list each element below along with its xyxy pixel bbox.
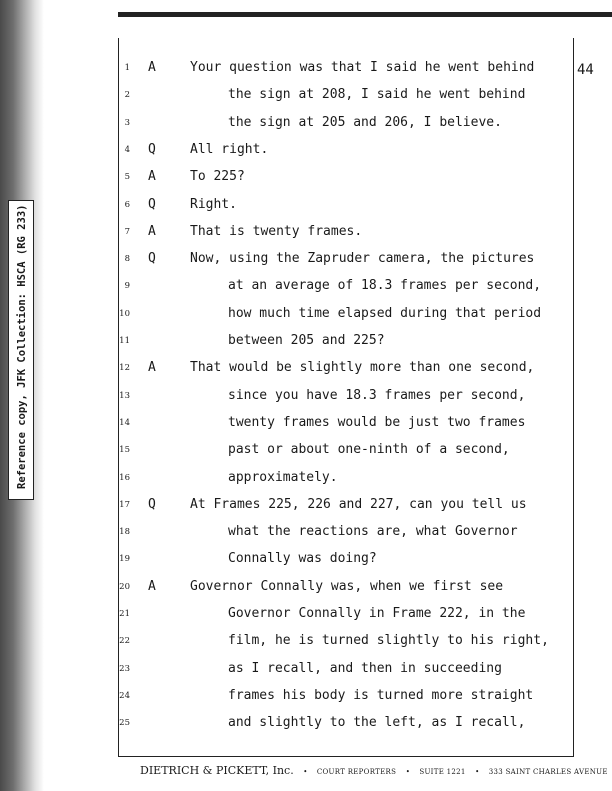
line-number: 23 bbox=[119, 663, 130, 674]
footer-separator: • bbox=[303, 768, 308, 776]
transcript-line bbox=[0, 577, 612, 604]
line-number: 24 bbox=[119, 690, 130, 701]
speaker-label: Q bbox=[148, 196, 156, 212]
speaker-label: A bbox=[148, 223, 156, 239]
footer-suite: SUITE 1221 bbox=[419, 768, 466, 776]
transcript-line bbox=[0, 195, 612, 222]
testimony-text: film, he is turned slightly to his right, bbox=[228, 633, 549, 649]
line-number: 3 bbox=[124, 117, 130, 128]
testimony-text: Your question was that I said he went behind bbox=[190, 60, 535, 75]
transcript-line bbox=[0, 85, 612, 112]
footer-separator: • bbox=[405, 768, 410, 776]
testimony-text: Connally was doing? bbox=[228, 551, 377, 567]
speaker-label: Q bbox=[148, 496, 156, 512]
line-number: 15 bbox=[119, 445, 130, 456]
line-number: 5 bbox=[124, 172, 130, 183]
testimony-text: All right. bbox=[190, 141, 269, 157]
transcript-line bbox=[0, 276, 612, 303]
speaker-label: A bbox=[148, 60, 156, 75]
transcript-line bbox=[0, 304, 612, 331]
speaker-label: A bbox=[148, 578, 156, 594]
reference-stamp: Reference copy, JFK Collection: HSCA (RG 233) bbox=[8, 200, 34, 500]
transcript-line bbox=[0, 495, 612, 522]
top-rule bbox=[118, 12, 612, 17]
testimony-text: between 205 and 225? bbox=[228, 333, 385, 348]
transcript-line bbox=[0, 249, 612, 276]
speaker-label: A bbox=[148, 360, 156, 376]
line-number: 16 bbox=[119, 472, 130, 483]
line-number: 20 bbox=[119, 581, 130, 592]
testimony-text: Right. bbox=[190, 196, 237, 212]
transcript-line bbox=[0, 331, 612, 358]
line-number: 9 bbox=[124, 281, 130, 292]
transcript-line bbox=[0, 468, 612, 495]
line-number: 4 bbox=[124, 144, 130, 155]
line-number: 21 bbox=[119, 609, 130, 619]
transcript-line bbox=[0, 604, 612, 631]
transcript-line bbox=[0, 440, 612, 467]
testimony-text: At Frames 225, 226 and 227, can you tell us bbox=[190, 496, 527, 512]
testimony-text: the sign at 205 and 206, I believe. bbox=[228, 114, 502, 130]
speaker-label: Q bbox=[148, 251, 156, 267]
line-number: 13 bbox=[119, 390, 130, 401]
transcript-line bbox=[0, 113, 612, 140]
transcript-line bbox=[0, 631, 612, 658]
transcript-line bbox=[0, 549, 612, 576]
testimony-text: Governor Connally was, when we first see bbox=[190, 578, 504, 594]
line-number: 17 bbox=[119, 499, 130, 510]
testimony-text: since you have 18.3 frames per second, bbox=[228, 387, 526, 403]
transcript-line bbox=[0, 140, 612, 167]
transcript-line bbox=[0, 58, 612, 85]
line-number: 10 bbox=[119, 308, 130, 319]
footer-company: DIETRICH & PICKETT, Inc. bbox=[140, 764, 294, 777]
transcript-line bbox=[0, 386, 612, 413]
line-number: 2 bbox=[124, 90, 130, 101]
line-number: 18 bbox=[119, 527, 130, 538]
testimony-text: approximately. bbox=[228, 469, 338, 485]
testimony-text: past or about one-ninth of a second, bbox=[228, 442, 510, 458]
line-number: 19 bbox=[119, 554, 130, 565]
line-number: 12 bbox=[119, 363, 130, 374]
transcript-line bbox=[0, 222, 612, 249]
testimony-text: what the reactions are, what Governor bbox=[228, 524, 518, 540]
testimony-text: Now, using the Zapruder camera, the pictures bbox=[190, 251, 535, 267]
footer-separator: • bbox=[475, 768, 480, 776]
transcript-line bbox=[0, 686, 612, 713]
footer-role: COURT REPORTERS bbox=[316, 768, 397, 776]
testimony-text: at an average of 18.3 frames per second, bbox=[228, 278, 542, 294]
line-number: 7 bbox=[124, 226, 130, 237]
transcript-line bbox=[0, 659, 612, 686]
testimony-text: as I recall, and then in succeeding bbox=[228, 660, 502, 676]
testimony-text: That would be slightly more than one second, bbox=[190, 360, 535, 376]
line-number: 6 bbox=[124, 199, 130, 210]
testimony-text: frames his body is turned more straight bbox=[228, 687, 534, 703]
line-number: 1 bbox=[124, 63, 130, 73]
testimony-text: To 225? bbox=[190, 169, 245, 185]
transcript-line bbox=[0, 167, 612, 194]
testimony-text: Governor Connally in Frame 222, in the bbox=[228, 606, 526, 621]
transcript-line bbox=[0, 358, 612, 385]
transcript-line bbox=[0, 713, 612, 740]
line-number: 22 bbox=[119, 636, 130, 647]
testimony-text: twenty frames would be just two frames bbox=[228, 414, 526, 430]
footer bbox=[140, 764, 608, 777]
testimony-text: That is twenty frames. bbox=[190, 223, 363, 239]
speaker-label: A bbox=[148, 169, 156, 185]
transcript-line bbox=[0, 413, 612, 440]
footer-address: 333 SAINT CHARLES AVENUE bbox=[488, 768, 608, 776]
line-number: 14 bbox=[119, 417, 130, 428]
line-number: 8 bbox=[124, 254, 130, 265]
testimony-text: and slightly to the left, as I recall, bbox=[228, 715, 526, 731]
transcript-line bbox=[0, 522, 612, 549]
line-number: 11 bbox=[119, 336, 130, 346]
line-number: 25 bbox=[119, 718, 130, 729]
testimony-text: the sign at 208, I said he went behind bbox=[228, 87, 526, 103]
speaker-label: Q bbox=[148, 141, 156, 157]
page-number: 44 bbox=[577, 62, 594, 78]
testimony-text: how much time elapsed during that period bbox=[228, 305, 542, 321]
